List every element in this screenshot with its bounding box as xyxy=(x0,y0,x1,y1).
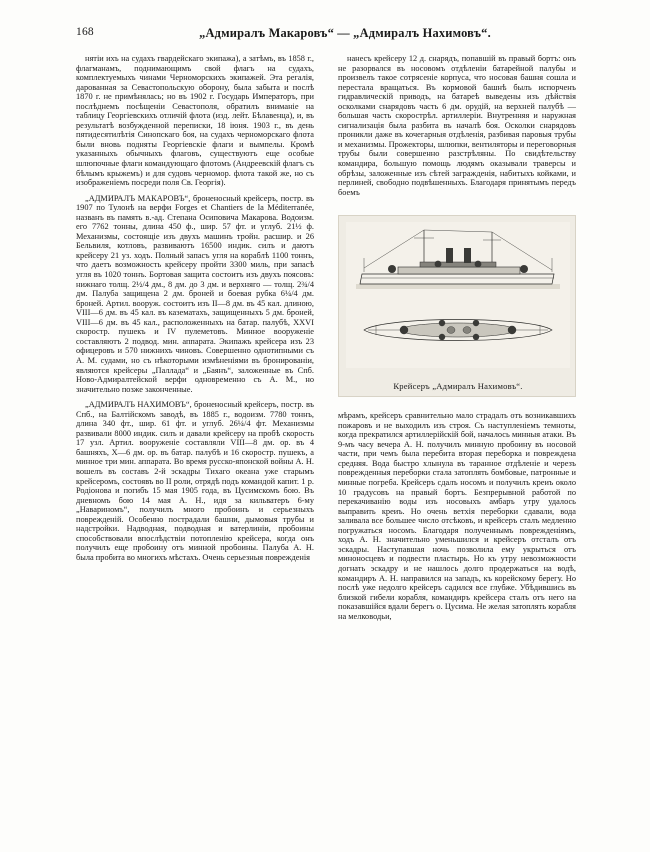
paragraph: мѣрамъ, крейсеръ сравнительно мало страдалъ отъ возникавшихъ пожаровъ и не выходилъ изъ строя. Съ наступленіемъ темноты, когда прекратился артиллерійскій бой, началось минныя атаки. Въ 9-мъ часу вечера А. Н. получилъ минную пробоину въ носовой части, при чемъ была перебита вторая переборка и повреждена средняя. Вода быстро хлынула въ таранное отдѣленіе и черезъ поврежденныя переборки стала затоплять бомбовые, патронные и минные погреба. Крейсеръ сдалъ носомъ и получилъ креиъ около 10 градусовъ на правый бортъ. Безпрерывной работой по перекачиванію воды изъ носовыхъ амбаръ утру удалось выправить креиъ. Но очень ветхія переборки сдавали, вода заливала все большее число отсѣковъ, и крейсеръ сталъ медленно погружаться носомъ. Благодаря полученнымъ поврежденіямъ, ходъ А. Н. значительно уменьшился и крейсеръ отсталъ отъ эскадры. Наступавшая ночь позволила ему укрыться отъ миноносцевъ и подвести пластырь. Но къ утру невозможности догнать эскадру и не нашлось долго продержаться на водѣ, командиръ А. Н. направился на западъ, къ корейскому берегу. Но послѣ уже недолго крейсеръ садился все глубже. Убѣдившись въ близкой гибели корабля, командиръ крейсера сталъ отъ него на показавшійся вдали берегъ о. Цусима. Не желая затоплять корабля на мелководьи, xyxy=(338,411,576,621)
page-header xyxy=(0,26,650,44)
left-column xyxy=(76,54,314,562)
figure-cruiser-admiral-nakhimov xyxy=(338,215,576,397)
figure-caption: Крейсеръ „Адмиралъ Нахимовъ“. xyxy=(393,381,523,391)
entry-admiral-makarov: „АДМИРАЛЪ МАКАРОВЪ“, броненосный крейсеръ, постр. въ 1907 по Тулонѣ на верфи Forges et Chantiers de la Méditerranée, названъ въ память в.-ад. Степана Осиповича Макарова. Водоизм. его 7762 тонны, длина 450 ф., шир. 57 фт. и углуб. 21½ ф. Механизмы, состоящіе изъ двухъ машинъ тройн. расшир. и 26 Бельвиля, котловъ, развиваютъ 16500 индик. силъ и даютъ крейсеру 21 уз. ходъ. Полный запасъ угля на кораблѣ 1100 тоннъ, что даетъ возможность крейсеру пройти 3300 миль, при запасѣ угля въ 1020 тоннъ. Бортовая защита состоитъ изъ двухъ поясовъ: нижнаго толщ. 2½/4 дм., 8 дм. до 3 дм. и верхняго — толщ. 2¾/4 дм. Палуба защищена 2 дм. броней и боевая рубка 6¼/4 дм. броней. Артил. вооруж. состоитъ изъ II—8 дм. въ 45 кал. длиною, VIII—6 дм. въ 45 кал. въ казематахъ, защищенныхъ 5 дм. броней, VIII—6 дм. въ 45 кал., расположенныхъ на батар. палубѣ, XXVI скоростр. пушекъ и IV пулеметовъ. Минное вооруженіе составляютъ 2 подвод. мин. аппарата. Экипажъ крейсера изъ 23 офицеровъ и 570 нижнихъ чиновъ. Совершенно однотипными съ А. М. судами, но съ нѣкоторыми измѣненіями въ бронированіи, являются крейсеры „Паллада“ и „Баянъ“, заложенные въ Спб. Ново-Адмиралтейской верфи одновременно съ А. М., но значительно позже законченные. xyxy=(76,193,314,394)
running-title: „Адмиралъ Макаровъ“ — „Адмиралъ Нахимовъ“. xyxy=(199,26,491,40)
entry-admiral-nakhimov: „АДМИРАЛЪ НАХИМОВЪ“, броненосный крейсеръ, постр. въ Спб., на Балтійскомъ заводѣ, въ 1885 г., водоизм. 7780 тоннъ, длина 340 фт., шир. 61 фт. и углуб. 26¼/4 фт. Механизмы развивали 8000 индик. силъ и давали крейсеру на пробѣ скорость 17 узл. Артил. вооруженіе составляли VIII—8 дм. ор. въ 4 башняхъ, X—6 дм. ор. въ батар. палубѣ и 16 скоростр. пушекъ, а минное три мин. аппарата. Во время русско-японской войны А. Н. вошелъ въ составъ 2-й эскадры Тихаго океана уже старымъ крейсеромъ, состоявъ во II роли, отрядѣ подъ командой капит. 1 р. Родіонова и погибъ 15 мая 1905 года, въ Цусимскомъ бою. Въ дневномъ бою 14 мая А. Н., идя за кильватеръ 6-му „Навариномъ“, получилъ много пробоинъ и серьезныхъ поврежденій. Особенно пострадали башни, дымовыя трубы и надстройки. Надводная, подводная и ватерлиніи, пробоины способствовали впослѣдствіи потопленію крейсера, когда онъ получилъ еще пробоину отъ минной пробоины. Палуба А. Н. была пробита во многихъ мѣстахъ. Очень серьезныя поврежденія xyxy=(76,400,314,562)
paragraph: нятіи ихъ на судахъ гвардейскаго экипажа), а затѣмъ, въ 1858 г., флагманамъ, поднимающимъ свой флагъ на судахъ, комплектуемыхъ чинами Черноморскихъ экипажей. Эта регалія, дарованная за Севастопольскую оборону, была забыта и послѣ 1870 г. не примѣнялась; но въ 1902 г. Государь Императоръ, при послѣднемъ посѣщеніи Севастополя, обратилъ вниманіе на таблицу Георгіевскихъ отличій флота (изд. лейт. Бѣлавенца), и, въ результатѣ возбужденной переписки, 18 іюня. 1903 г., въ день пятидесятилѣтія Синопскаго боя, на судахъ черноморскаго флота были вновь подняты Георгіевскіе флаги и вымпелы. Кромѣ указанныхъ обычныхъ флаговъ, существуютъ еще особые шлюпочные флаги командующаго флотомъ (Андреевскій флагъ съ бѣлымъ крыжемъ) и для судовъ черномор. флота такой же, но съ изображеніемъ посреди поля Св. Георгія). xyxy=(76,54,314,188)
figure-image xyxy=(346,222,570,368)
page-number: 168 xyxy=(76,26,94,38)
ship-illustration-icon xyxy=(346,222,570,368)
paragraph: нанесъ крейсеру 12 д. снарядъ, попавшій въ правый бортъ: онъ не разорвался въ носовомъ отдѣленіи батарейной палубы и произвелъ такое сотрясеніе корпуса, что носовая башня сошла и перестала вращаться. Въ кормовой башнѣ былъ испорченъ гидравлическій приводъ, на батареѣ выведены изъ дѣйствія осколками снарядовъ часть 6 дм. орудій, на верхней палубѣ — большая часть скорострѣл. артиллеріи. Внутренняя и наружная сигнализація была разбита въ началѣ боя. Осколки снарядовъ проникли даже въ кочегарныя отдѣленія, разбивая паровыя трубы и механизмы. Прожекторы, шлюпки, вентиляторы и переговорныя трубы были совершенно разстрѣляны. По свидѣтельству командира, большую помощь людямъ оказывали траверсы и обрѣзы, заложенные изъ сѣтей загражденія, набитыхъ койками, и перлиней, свободно подвѣшенныхъ. Благодаря принятымъ передъ боемъ xyxy=(338,54,576,197)
